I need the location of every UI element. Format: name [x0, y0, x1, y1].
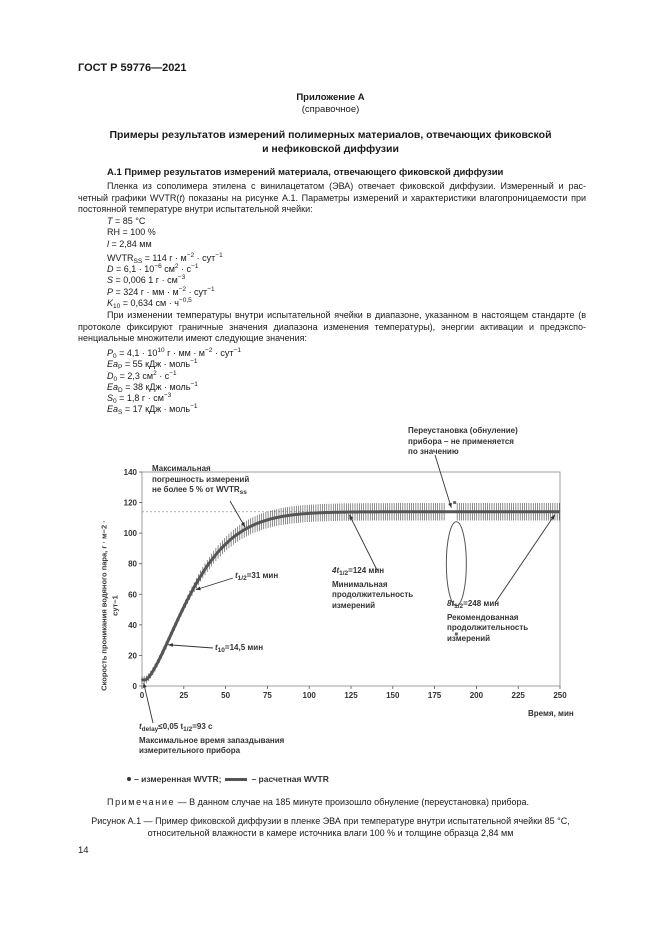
annotation-reset — [408, 426, 518, 458]
x-tick-label: 125 — [344, 691, 358, 700]
param-thickness: l = 2,84 мм — [107, 238, 152, 249]
paragraph-1-part-a: Пленка из сополимера этилена с винилацетатом (ЭВА) отвечает фиковской диффузии. Измеренный и рас-четный графики WVTR( — [78, 181, 586, 203]
legend-measured: – измеренная WVTR; — [134, 774, 222, 784]
param-eap: $Ea_P = 55$ кДж · моль$^{-1}$ — [107, 358, 198, 372]
x-tick-label: 225 — [511, 691, 525, 700]
y-tick-label: 100 — [123, 529, 137, 539]
param-eas: $Ea_S = 17$ кДж · моль$^{-1}$ — [107, 403, 198, 417]
y-tick-label: 140 — [123, 468, 137, 477]
document-header: ГОСТ Р 59776—2021 — [78, 62, 187, 74]
param-permeability: P = 324 г · мм · $м^{-2} \cdot сут^{-1}$ — [107, 285, 215, 297]
annotation-4t-half: $4t_{1/2}=124$ мин Минимальная продолжительность измерений — [332, 566, 414, 610]
paragraph-1-t: t — [179, 192, 182, 203]
reset-ellipse — [446, 522, 466, 606]
leader-t10-head — [168, 643, 173, 647]
chart-legend — [127, 774, 329, 785]
legend-marker-icon — [127, 777, 131, 781]
legend-line-icon — [225, 778, 247, 781]
x-tick-label: 100 — [302, 691, 316, 700]
param-temperature: T = 85 °C — [107, 216, 146, 226]
annex-title: Приложение А — [296, 92, 365, 103]
param-d0: $D_0 = 2,3$ $см^2 \cdot с^{-1}$ — [107, 369, 177, 383]
x-tick-label: 150 — [386, 691, 400, 700]
x-tick-label: 200 — [469, 691, 484, 700]
x-tick-label: 50 — [221, 691, 231, 700]
x-tick-label: 250 — [553, 691, 567, 700]
figure-note — [107, 797, 529, 807]
annotation-reset-line3: по значению — [408, 447, 459, 456]
legend-calc: – расчетная WVTR — [251, 774, 329, 784]
annex-heading — [0, 128, 661, 156]
page-number: 14 — [78, 845, 89, 856]
annotation-t10: $t_{10}=14,5$ мин — [215, 643, 264, 654]
paragraph-2 — [78, 310, 586, 345]
figure-caption — [0, 815, 661, 839]
param-diffusion: $D = 6,1 \cdot 10^{-6}$ $см^2 \cdot с^{-1}$ — [107, 263, 199, 275]
x-tick-label: 0 — [139, 691, 145, 700]
section-heading: А.1 Пример результатов измерений материала, отвечающего фиковской диффузии — [107, 167, 504, 178]
note-label: Примечание — [107, 797, 176, 807]
leader-4t-half — [349, 515, 377, 570]
leader-t-half — [196, 578, 233, 590]
paragraph-1 — [78, 181, 586, 216]
y-tick-label: 60 — [128, 590, 137, 600]
figure-a1 — [95, 415, 595, 790]
annotation-reset-line1: Переустановка (обнуление) — [408, 426, 518, 435]
note-text: — В данном случае на 185 минуте произошло обнуление (переустановка) прибора. — [175, 797, 530, 807]
param-humidity: RH = 100 % — [107, 227, 156, 238]
caption-line2: относительной влажности в камере источника влаги 100 % и толщине образца 2,84 мм — [147, 828, 514, 838]
y-axis-label: Скорость проникания водяного пара, г · м−2 · сут−1 — [99, 520, 119, 691]
y-tick-label: 0 — [132, 682, 137, 691]
y-tick-label: 120 — [123, 498, 137, 508]
parameter-list-1 — [107, 216, 223, 311]
parameter-list-2 — [107, 345, 241, 417]
annex-kind: (справочное) — [301, 104, 360, 115]
param-ead: $Ea_D = 38$ кДж · моль$^{-1}$ — [107, 380, 198, 394]
x-axis-label: Время, мин — [528, 709, 574, 718]
x-tick-label: 25 — [179, 691, 189, 700]
caption-line1: Рисунок А.1 — Пример фиковской диффузии в пленке ЭВА при температуре внутри испытательной ячейки 85 °С, — [91, 816, 570, 826]
annotation-max-error-line1: Максимальная — [152, 464, 211, 473]
annex-heading-line2: и нефиковской диффузии — [262, 143, 399, 155]
x-tick-label: 175 — [427, 691, 442, 700]
paragraph-2-text: При изменении температуры внутри испытательной ячейки в диапазоне, указанном в настоящем стандарте (в протоколе фиксируют граничные значения диапазона изменения температуры), энергии активации и предэкспо-ненциальные множители имеют следующие значения: — [78, 310, 586, 343]
outlier-point — [453, 501, 456, 504]
param-s0: $S_0 = 1,8$ $г \cdot см^{-3}$ — [107, 392, 172, 406]
leader-reset — [435, 455, 451, 508]
y-tick-label: 20 — [128, 651, 137, 661]
param-wvtr-ss: $WVTR_{SS} = 114$ $г \cdot м^{-2} \cdot сут^{-1}$ — [107, 251, 223, 265]
leader-8t-half — [495, 515, 555, 603]
annotation-delay: $t_{delay}\le 0,05$ $t_{1/2}=93$ с Максимальное время запаздывания измерительного прибора — [139, 722, 285, 755]
param-p0: $P_0 = 4,1 \cdot 10^{10}$ г · мм · $м^{-2} \cdot сут^{-1}$ — [107, 347, 241, 360]
leader-reset-head — [448, 503, 452, 508]
param-solubility: S = 0,006 1 $г \cdot см^{-3}$ — [107, 274, 186, 286]
param-k10: $K_{10} = 0,634$ см · $ч^{-0,5}$ — [107, 297, 192, 311]
leader-delay — [144, 683, 153, 723]
annotation-8t-half: $8t_{1/2}=248$ мин Рекомендованная продолжительность измерений — [447, 599, 529, 643]
leader-t10 — [168, 645, 213, 648]
y-tick-label: 40 — [128, 620, 137, 630]
annex-heading-line1: Примеры результатов измерений полимерных материалов, отвечающих фиковской — [109, 129, 552, 141]
annotation-max-error — [152, 464, 249, 499]
x-tick-label: 75 — [262, 691, 272, 700]
y-tick-label: 80 — [128, 559, 137, 569]
annotation-max-error-line3: не более 5 % от $WVTR_{ss}$ — [152, 485, 247, 496]
annotation-reset-line2: прибора – не применяется — [408, 436, 514, 446]
annotation-t-half: $t_{1/2}=31$ мин — [235, 571, 279, 582]
annotation-max-error-line2: погрешность измерений — [152, 474, 250, 484]
paragraph-1-part-b: ) показаны на рисунке А.1. Параметры измерений и характеристики влагопроницаемости при постоянной температуре внутри испытательной ячейки: — [78, 192, 586, 214]
